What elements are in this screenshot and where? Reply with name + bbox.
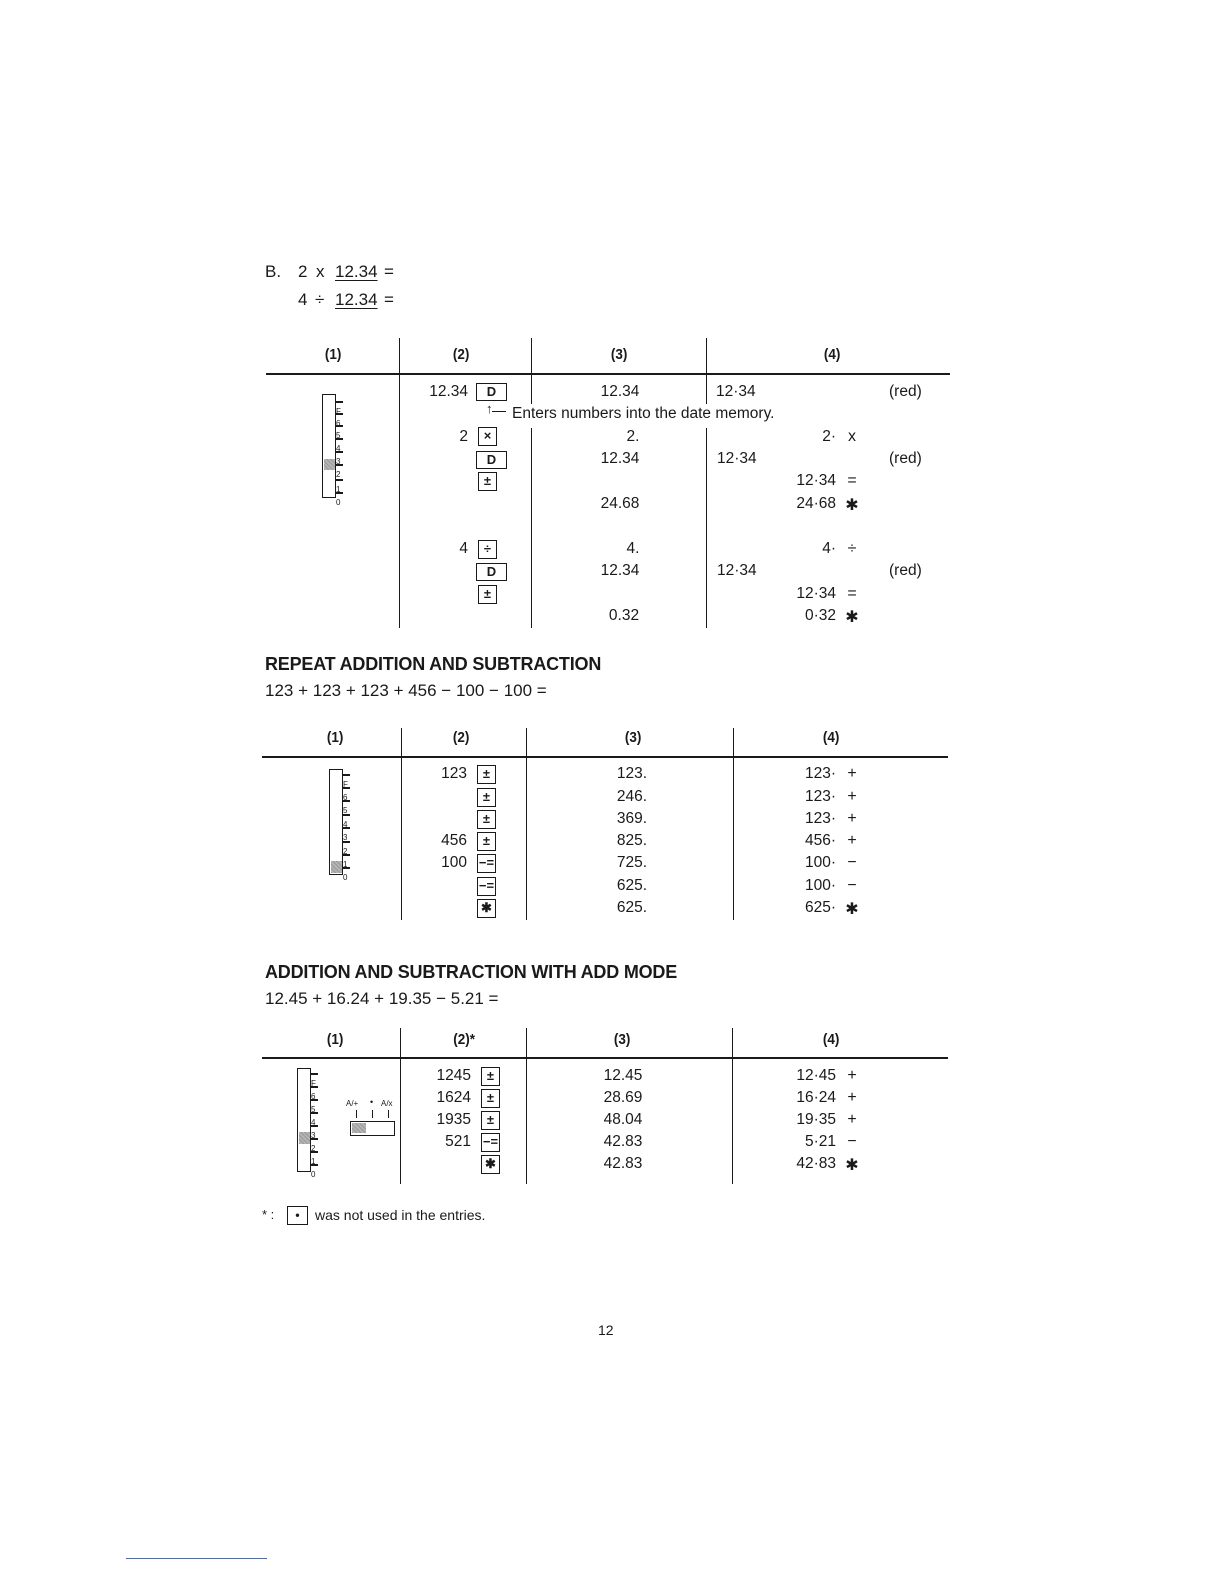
- formula-2-a: 4: [298, 290, 308, 309]
- scale-tick: 5: [336, 421, 345, 441]
- arrow-leader: [492, 411, 506, 412]
- print-value: 5·21: [804, 1133, 836, 1150]
- print-symbol: ✱: [845, 1157, 859, 1174]
- table-a-header-2: (2)*: [453, 1031, 475, 1048]
- display-value: 4.: [626, 540, 640, 557]
- add-mode-switch-label-c: A/x: [381, 1099, 393, 1108]
- formula-2-b: 12.34: [335, 290, 378, 309]
- scale-tick: 6: [311, 1082, 320, 1102]
- entry-value: 12.34: [429, 383, 468, 400]
- decimal-point-key: •: [287, 1206, 308, 1225]
- switch-tick: [372, 1110, 373, 1118]
- table-b-divider-1: [399, 338, 400, 628]
- display-value: 28.69: [603, 1089, 643, 1106]
- scale-tick: 4: [311, 1108, 320, 1128]
- print-symbol: =: [847, 472, 857, 489]
- print-symbol: −: [847, 1133, 857, 1150]
- print-value: 16·24: [796, 1089, 836, 1106]
- formula-1-op: x: [316, 262, 325, 281]
- print-symbol: +: [847, 1067, 857, 1084]
- display-value: 625.: [616, 899, 648, 916]
- table-a-header-1: (1): [326, 1031, 344, 1048]
- display-value: 0.32: [608, 607, 640, 624]
- table-b-header-3: (3): [610, 346, 628, 363]
- scale-tick: 5: [343, 796, 352, 816]
- plus-equal-key: ±: [477, 810, 496, 829]
- table-r-divider-1: [401, 728, 402, 920]
- table-r-header-4: (4): [822, 729, 840, 746]
- scale-tick: 0: [343, 863, 352, 883]
- table-b-divider-3b: [706, 428, 707, 628]
- print-symbol: +: [847, 810, 857, 827]
- red-label: (red): [889, 562, 922, 579]
- footnote-marker: * :: [262, 1207, 275, 1222]
- scale-tick: 0: [311, 1160, 320, 1180]
- multiply-key: ×: [478, 427, 497, 446]
- entry-value: 1245: [436, 1067, 471, 1084]
- display-value: 12.34: [600, 383, 640, 400]
- scale-tick: 2: [336, 460, 345, 480]
- print-symbol: −: [847, 877, 857, 894]
- red-label: (red): [889, 450, 922, 467]
- scale-tick: 6: [336, 409, 345, 429]
- page-number: 12: [598, 1322, 614, 1338]
- display-value: 725.: [616, 854, 648, 871]
- print-left-value: 12·34: [717, 562, 757, 579]
- print-left-value: 12·34: [717, 450, 757, 467]
- add-mode-switch-label-a: A/+: [346, 1099, 359, 1108]
- display-value: 48.04: [603, 1111, 643, 1128]
- plus-equal-key: ±: [477, 765, 496, 784]
- entry-value: 456: [441, 832, 467, 849]
- formula-1-b: 12.34: [335, 262, 378, 281]
- print-symbol: −: [847, 854, 857, 871]
- print-value: 456·: [804, 832, 836, 849]
- scale-tick: 2: [311, 1134, 320, 1154]
- minus-equal-key: −=: [477, 854, 496, 873]
- display-value: 12.45: [603, 1067, 643, 1084]
- scale-tick: 1: [343, 850, 352, 870]
- entry-value: 2: [459, 428, 468, 445]
- scale-tick: 4: [343, 810, 352, 830]
- print-symbol: ÷: [847, 540, 857, 557]
- total-key: ✱: [477, 899, 496, 918]
- plus-equal-key: ±: [481, 1111, 500, 1130]
- print-value: 42·83: [796, 1155, 836, 1172]
- date-memory-note: Enters numbers into the date memory.: [512, 405, 775, 422]
- footer-rule: [126, 1558, 267, 1559]
- total-key: ✱: [481, 1155, 500, 1174]
- display-value: 42.83: [603, 1155, 643, 1172]
- arrow-icon: ↑: [486, 401, 493, 416]
- entry-value: 1935: [436, 1111, 471, 1128]
- section-title-repeat: REPEAT ADDITION AND SUBTRACTION: [265, 654, 602, 674]
- print-value: 12·34: [796, 585, 836, 602]
- display-value: 246.: [616, 788, 648, 805]
- scale-tick: 0: [336, 488, 345, 508]
- section-title-addmode: ADDITION AND SUBTRACTION WITH ADD MODE: [265, 962, 678, 982]
- formula-1-a: 2: [298, 262, 308, 281]
- print-value: 123·: [804, 810, 836, 827]
- scale-tick: 1: [336, 475, 345, 495]
- plus-equal-key: ±: [477, 832, 496, 851]
- table-r-header-3: (3): [624, 729, 642, 746]
- table-b-divider-2b: [531, 428, 532, 628]
- entry-value: 4: [459, 540, 468, 557]
- switch-tick: [388, 1110, 389, 1118]
- table-a-divider-3: [732, 1028, 733, 1184]
- scale-tick: F: [336, 397, 345, 417]
- entry-value: 1624: [436, 1089, 471, 1106]
- scale-tick: 4: [336, 434, 345, 454]
- print-value: 19·35: [796, 1111, 836, 1128]
- plus-equal-key: ±: [478, 585, 497, 604]
- display-value: 2.: [626, 428, 640, 445]
- print-symbol: x: [848, 428, 856, 445]
- minus-equal-key: −=: [481, 1133, 500, 1152]
- display-value: 12.34: [600, 562, 640, 579]
- table-r-header-2: (2): [452, 729, 470, 746]
- scale-tick: 3: [336, 447, 345, 467]
- print-left-value: 12·34: [716, 383, 756, 400]
- display-value: 123.: [616, 765, 648, 782]
- print-symbol: +: [847, 765, 857, 782]
- plus-equal-key: ±: [477, 788, 496, 807]
- formula-1-eq: =: [384, 262, 394, 281]
- print-symbol: ✱: [845, 901, 859, 918]
- table-b-divider-2a: [531, 338, 532, 404]
- entry-value: 521: [445, 1133, 471, 1150]
- table-b-header-1: (1): [324, 346, 342, 363]
- formula-2-eq: =: [384, 290, 394, 309]
- d-key: D: [476, 383, 507, 401]
- print-symbol: =: [847, 585, 857, 602]
- display-value: 369.: [616, 810, 648, 827]
- table-r-rule: [262, 756, 948, 758]
- print-value: 2·: [822, 428, 836, 445]
- table-r-divider-3: [733, 728, 734, 920]
- print-value: 12·45: [796, 1067, 836, 1084]
- add-mode-switch-label-b: •: [370, 1097, 374, 1107]
- print-value: 625·: [804, 899, 836, 916]
- print-value: 4·: [822, 540, 836, 557]
- table-a-rule: [262, 1057, 948, 1059]
- table-b-header-4: (4): [823, 346, 841, 363]
- table-a-divider-1: [400, 1028, 401, 1184]
- table-r-divider-2: [526, 728, 527, 920]
- print-value: 123·: [804, 765, 836, 782]
- scale-tick: 5: [311, 1095, 320, 1115]
- formula-repeat: 123 + 123 + 123 + 456 − 100 − 100 =: [265, 681, 547, 700]
- display-value: 12.34: [600, 450, 640, 467]
- print-symbol: +: [847, 1089, 857, 1106]
- scale-tick: 2: [343, 837, 352, 857]
- entry-value: 100: [441, 854, 467, 871]
- scale-tick: 3: [343, 823, 352, 843]
- display-value: 42.83: [603, 1133, 643, 1150]
- display-value: 825.: [616, 832, 648, 849]
- print-value: 100·: [804, 877, 836, 894]
- scale-tick: 1: [311, 1147, 320, 1167]
- divide-key: ÷: [478, 540, 497, 559]
- add-mode-switch: [350, 1121, 395, 1136]
- scale-tick: 3: [311, 1121, 320, 1141]
- switch-tick: [356, 1110, 357, 1118]
- table-a-divider-2: [526, 1028, 527, 1184]
- print-value: 100·: [804, 854, 836, 871]
- red-label: (red): [889, 383, 922, 400]
- print-value: 12·34: [796, 472, 836, 489]
- table-a-header-3: (3): [613, 1031, 631, 1048]
- section-b-label: B.: [265, 262, 282, 281]
- scale-tick: F: [343, 770, 352, 790]
- plus-equal-key: ±: [481, 1067, 500, 1086]
- entry-value: 123: [441, 765, 467, 782]
- print-symbol: +: [847, 1111, 857, 1128]
- print-value: 24·68: [796, 495, 836, 512]
- formula-2-op: ÷: [315, 290, 325, 309]
- table-r-header-1: (1): [326, 729, 344, 746]
- d-key: D: [476, 451, 507, 469]
- scale-tick: 6: [343, 783, 352, 803]
- table-b-divider-3a: [706, 338, 707, 404]
- d-key: D: [476, 563, 507, 581]
- plus-equal-key: ±: [478, 472, 497, 491]
- print-symbol: ✱: [845, 609, 859, 626]
- print-symbol: +: [847, 832, 857, 849]
- print-symbol: ✱: [845, 497, 859, 514]
- table-a-header-4: (4): [822, 1031, 840, 1048]
- footnote-text: was not used in the entries.: [315, 1207, 486, 1223]
- print-value: 0·32: [804, 607, 836, 624]
- formula-addmode: 12.45 + 16.24 + 19.35 − 5.21 =: [265, 989, 499, 1008]
- minus-equal-key: −=: [477, 877, 496, 896]
- scale-tick: F: [311, 1069, 320, 1089]
- display-value: 625.: [616, 877, 648, 894]
- plus-equal-key: ±: [481, 1089, 500, 1108]
- print-value: 123·: [804, 788, 836, 805]
- table-b-header-2: (2): [452, 346, 470, 363]
- table-b-rule: [266, 373, 950, 375]
- print-symbol: +: [847, 788, 857, 805]
- display-value: 24.68: [600, 495, 640, 512]
